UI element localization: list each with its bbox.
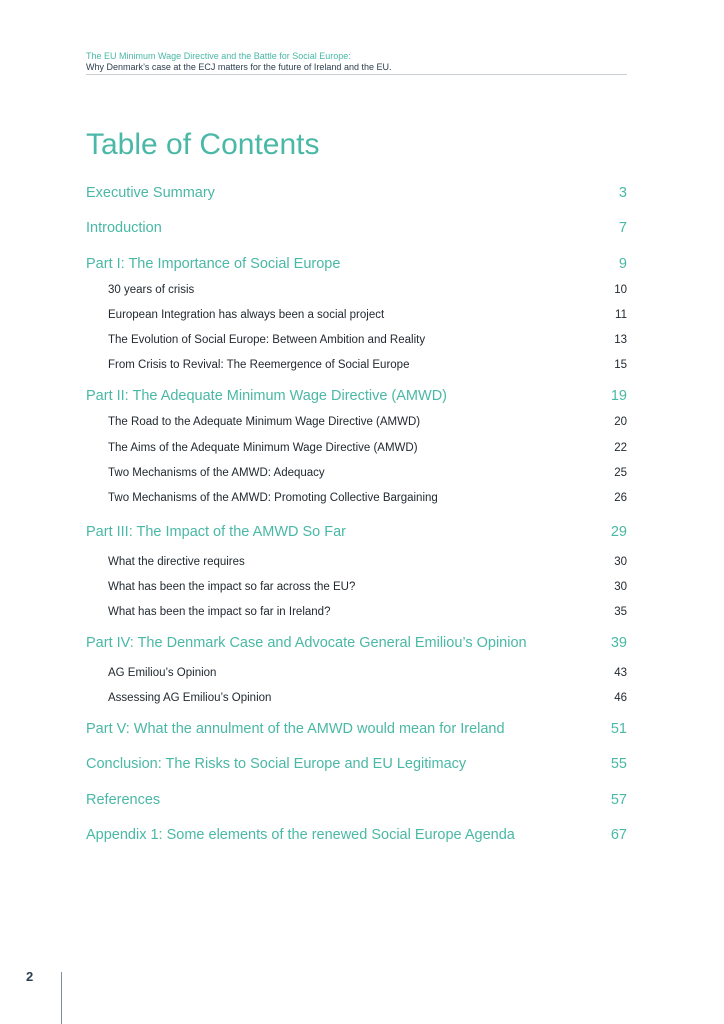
toc-entry-label: Part III: The Impact of the AMWD So Far <box>86 524 347 540</box>
running-header <box>86 51 627 75</box>
toc-entry-page-number: 3 <box>618 185 627 201</box>
toc-entry-label: What the directive requires <box>108 556 245 568</box>
toc-entry-page-number: 10 <box>614 284 627 296</box>
toc-entry-page-number: 35 <box>614 606 627 618</box>
toc-section-entry[interactable] <box>86 825 627 845</box>
toc-entry-page-number: 39 <box>610 635 627 651</box>
toc-entry-page-number: 9 <box>618 256 627 272</box>
footer-page-number: 2 <box>26 969 34 984</box>
toc-entry-label: AG Emiliou’s Opinion <box>108 667 217 679</box>
toc-section-entry[interactable] <box>86 754 627 774</box>
toc-entry-page-number: 30 <box>614 556 627 568</box>
toc-section-entry[interactable] <box>86 633 627 653</box>
toc-entry-label: Part II: The Adequate Minimum Wage Directive (AMWD) <box>86 388 447 404</box>
toc-section-entry[interactable] <box>86 218 627 238</box>
toc-entry-label: Appendix 1: Some elements of the renewed Social Europe Agenda <box>86 827 515 843</box>
toc-entry-page-number: 20 <box>614 416 627 428</box>
toc-entry-label: Part IV: The Denmark Case and Advocate General Emiliou’s Opinion <box>86 635 527 651</box>
toc-entry-label: Part I: The Importance of Social Europe <box>86 256 341 272</box>
toc-entry-label: What has been the impact so far across the EU? <box>108 581 356 593</box>
toc-entry-label: Assessing AG Emiliou’s Opinion <box>108 692 272 704</box>
toc-entry-page-number: 67 <box>610 827 627 843</box>
toc-subsection-entry[interactable] <box>108 665 627 681</box>
toc-entry-label: Executive Summary <box>86 185 215 201</box>
toc-entry-page-number: 11 <box>615 309 627 321</box>
toc-entry-page-number: 51 <box>610 721 627 737</box>
toc-entry-page-number: 57 <box>610 792 627 808</box>
toc-entry-page-number: 26 <box>614 492 627 504</box>
toc-entry-label: Part V: What the annulment of the AMWD would mean for Ireland <box>86 721 505 737</box>
header-subtitle: Why Denmark’s case at the ECJ matters for the future of Ireland and the EU. <box>86 62 392 72</box>
toc-entry-label: What has been the impact so far in Ireland? <box>108 606 331 618</box>
toc-entry-label: From Crisis to Revival: The Reemergence of Social Europe <box>108 359 410 371</box>
toc-subsection-entry[interactable] <box>108 357 627 373</box>
toc-entry-page-number: 46 <box>614 692 627 704</box>
footer-divider <box>61 972 62 1024</box>
toc-section-entry[interactable] <box>86 254 627 274</box>
toc-entry-page-number: 22 <box>614 442 627 454</box>
toc-entry-page-number: 13 <box>614 334 627 346</box>
toc-subsection-entry[interactable] <box>108 282 627 298</box>
toc-section-entry[interactable] <box>86 386 627 406</box>
toc-subsection-entry[interactable] <box>108 307 627 323</box>
toc-entry-page-number: 43 <box>614 667 627 679</box>
page-title: Table of Contents <box>86 128 320 161</box>
toc-section-entry[interactable] <box>86 183 627 203</box>
toc-entry-label: 30 years of crisis <box>108 284 195 296</box>
toc-section-entry[interactable] <box>86 790 627 810</box>
header-title: The EU Minimum Wage Directive and the Battle for Social Europe: <box>86 51 351 61</box>
toc-entry-page-number: 30 <box>614 581 627 593</box>
toc-entry-label: The Aims of the Adequate Minimum Wage Directive (AMWD) <box>108 442 418 454</box>
toc-entry-page-number: 25 <box>614 467 627 479</box>
toc-entry-page-number: 15 <box>614 359 627 371</box>
toc-subsection-entry[interactable] <box>108 440 627 456</box>
toc-entry-label: Two Mechanisms of the AMWD: Promoting Collective Bargaining <box>108 492 438 504</box>
toc-subsection-entry[interactable] <box>108 490 627 506</box>
toc-subsection-entry[interactable] <box>108 414 627 430</box>
toc-entry-page-number: 55 <box>610 756 627 772</box>
toc-entry-label: The Road to the Adequate Minimum Wage Directive (AMWD) <box>108 416 421 428</box>
toc-entry-label: The Evolution of Social Europe: Between Ambition and Reality <box>108 334 426 346</box>
toc-subsection-entry[interactable] <box>108 579 627 595</box>
toc-subsection-entry[interactable] <box>108 554 627 570</box>
toc-entry-label: References <box>86 792 161 808</box>
toc-entry-label: Two Mechanisms of the AMWD: Adequacy <box>108 467 325 479</box>
toc-entry-label: Introduction <box>86 220 162 236</box>
toc-section-entry[interactable] <box>86 719 627 739</box>
toc-entry-label: European Integration has always been a social project <box>108 309 385 321</box>
toc-subsection-entry[interactable] <box>108 690 627 706</box>
toc-entry-label: Conclusion: The Risks to Social Europe and EU Legitimacy <box>86 756 467 772</box>
toc-subsection-entry[interactable] <box>108 465 627 481</box>
toc-entry-page-number: 7 <box>618 220 627 236</box>
toc-subsection-entry[interactable] <box>108 604 627 620</box>
toc-section-entry[interactable] <box>86 522 627 542</box>
toc-entry-page-number: 19 <box>610 388 627 404</box>
toc-entry-page-number: 29 <box>610 524 627 540</box>
toc-subsection-entry[interactable] <box>108 332 627 348</box>
